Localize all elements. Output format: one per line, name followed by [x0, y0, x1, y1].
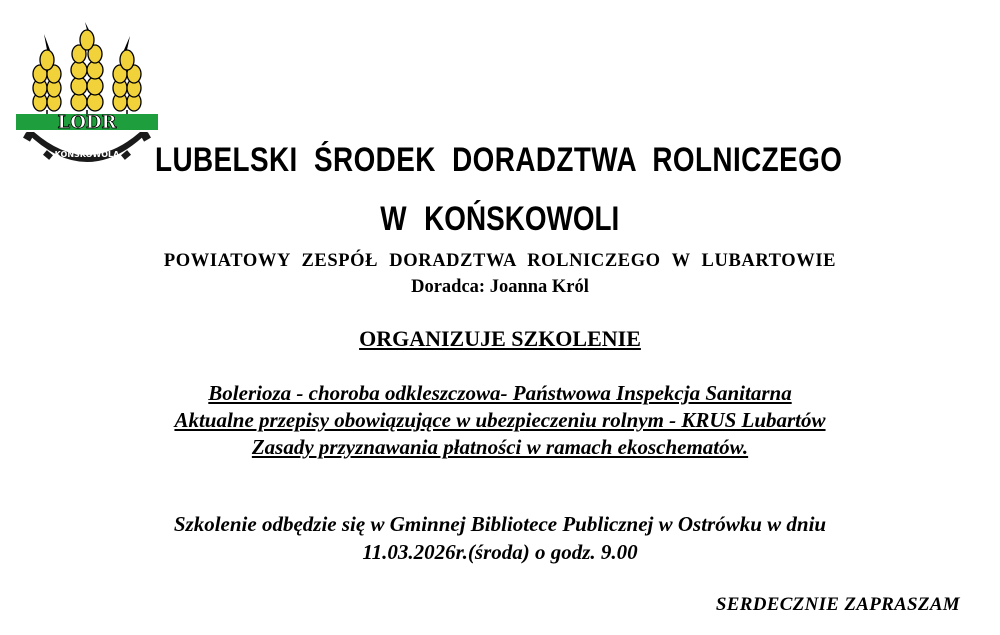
topic-item: Bolerioza - choroba odkleszczowa- Państwowa Inspekcja Sanitarna [208, 381, 792, 405]
announcement-heading: ORGANIZUJE SZKOLENIE [359, 326, 641, 351]
event-location: Szkolenie odbędzie się w Gminnej Bibliotece Publicznej w Ostrówku w dniu [173, 512, 827, 536]
topic-item: Zasady przyznawania płatności w ramach ekoschematów. [251, 435, 749, 459]
event-details [0, 510, 1000, 566]
title-line-2-text: W KOŃSKOWOLI [380, 200, 620, 238]
logo-subtitle: KOŃSKOWOLA [54, 150, 120, 159]
title-line-1: LUBELSKI ŚRODEK DORADZTWA ROLNICZEGO [155, 141, 843, 179]
closing-text: SERDECZNIE ZAPRASZAM [715, 594, 960, 615]
lodr-emblem-graphic [14, 22, 160, 172]
event-datetime: 11.03.2026r.(środa) o godz. 9.00 [362, 540, 638, 564]
advisor: Doradca: Joanna Król [411, 277, 589, 297]
title-line-2 [0, 200, 1000, 239]
topic-item: Aktualne przepisy obowiązujące w ubezpieczeniu rolnym - KRUS Lubartów [174, 408, 826, 432]
logo-name: LODR [57, 112, 117, 133]
lodr-logo [14, 22, 160, 172]
topics-list [0, 380, 1000, 461]
subtitle: POWIATOWY ZESPÓŁ DORADZTWA ROLNICZEGO W LUBARTOWIE [163, 251, 837, 271]
